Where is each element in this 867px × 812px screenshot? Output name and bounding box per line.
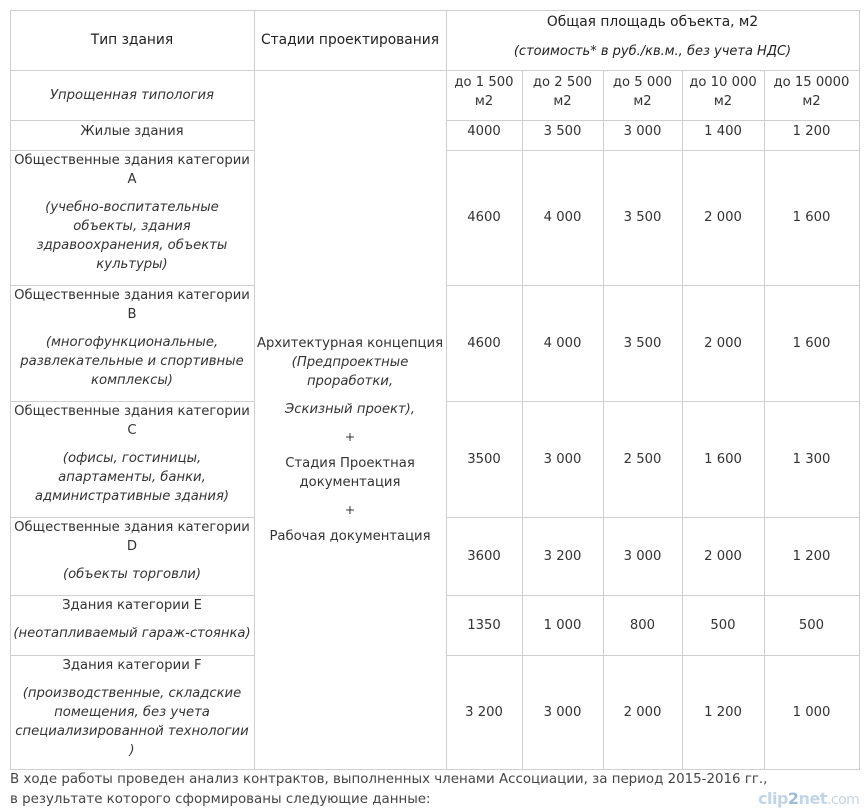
price-cell [764, 120, 859, 150]
price-cell [603, 517, 682, 595]
grid-line [682, 70, 683, 770]
price-value: 1350 [467, 617, 501, 633]
building-type-cell [10, 401, 254, 517]
building-type-description: здравоохранения, объекты [36, 238, 228, 253]
price-cell [446, 285, 522, 401]
price-value: 3 000 [623, 124, 662, 139]
building-type-description: культуры) [96, 257, 168, 272]
area-column-line1: до 10 000 [689, 75, 757, 90]
grid-line [522, 70, 523, 770]
building-type-description: (офисы, гостиницы, [62, 451, 202, 466]
design-stages-cell [254, 70, 446, 769]
price-cell [603, 150, 682, 285]
price-cell [682, 120, 764, 150]
price-value: 2 000 [623, 704, 662, 720]
price-cell [446, 595, 522, 655]
stage-plus-2: + [344, 501, 356, 517]
stage-working-documentation: Рабочая документация [269, 528, 431, 544]
stage-sketch-project: Эскизный проект), [285, 401, 415, 417]
price-cell [522, 401, 603, 517]
building-type-name: B [127, 307, 137, 322]
price-value: 3500 [467, 451, 501, 467]
building-type-description: (многофункциональные, [45, 335, 219, 350]
price-cell [682, 517, 764, 595]
price-cell [522, 150, 603, 285]
price-cell [682, 401, 764, 517]
watermark-part4: .com [826, 792, 860, 808]
grid-line [859, 10, 860, 770]
price-cell [446, 120, 522, 150]
grid-line-gap [255, 401, 446, 402]
area-column-header [603, 70, 682, 120]
building-type-name: A [127, 172, 137, 187]
building-type-cell [10, 655, 254, 769]
building-type-name: Жилые здания [80, 124, 184, 139]
price-cell [446, 655, 522, 769]
price-value: 1 300 [792, 451, 831, 467]
price-value: 3 500 [543, 124, 582, 139]
price-value: 4600 [467, 210, 501, 225]
building-type-cell [10, 150, 254, 285]
building-type-name: Общественные здания категории [14, 404, 250, 419]
price-cell [522, 285, 603, 401]
header-building-type-label: Тип здания [90, 31, 174, 48]
building-type-description: (учебно-воспитательные [45, 200, 219, 215]
grid-line-gap [255, 285, 446, 286]
watermark-part3: net [798, 789, 827, 808]
building-type-description: (неотапливаемый гараж-стоянка) [13, 626, 251, 641]
grid-line-gap [255, 595, 446, 596]
price-value: 4000 [467, 124, 501, 139]
grid-line [254, 10, 255, 770]
price-cell [764, 285, 859, 401]
building-type-description: комплексы) [91, 373, 173, 388]
watermark-part2: 2 [787, 789, 799, 808]
price-cell [764, 401, 859, 517]
price-value: 3 500 [623, 335, 662, 351]
price-value: 2 500 [623, 451, 662, 467]
price-cell [603, 595, 682, 655]
price-value: 3 200 [465, 704, 503, 720]
price-value: 1 400 [704, 124, 742, 139]
building-type-cell [10, 285, 254, 401]
building-type-description: (производственные, складские [22, 686, 242, 701]
price-cell [682, 150, 764, 285]
price-cell [522, 120, 603, 150]
price-cell [446, 517, 522, 595]
building-type-description: апартаменты, банки, [58, 470, 206, 485]
price-cell [522, 517, 603, 595]
price-cell [603, 120, 682, 150]
grid-line-gap [255, 517, 446, 518]
price-value: 3 000 [543, 704, 582, 720]
price-cell [764, 150, 859, 285]
header-building-type [10, 10, 254, 70]
header-design-stages [254, 10, 446, 70]
building-type-description: специализированной технологии [15, 724, 249, 739]
price-value: 1 000 [792, 704, 831, 720]
area-column-header [682, 70, 764, 120]
price-cell [682, 285, 764, 401]
grid-line [764, 70, 765, 770]
building-type-description: (объекты торговли) [62, 567, 202, 582]
grid-line-gap [255, 150, 446, 151]
grid-line [10, 10, 860, 11]
area-column-header [764, 70, 859, 120]
price-value: 1 600 [704, 451, 742, 467]
building-type-cell [10, 120, 254, 150]
header-cost-note: (стоимость* в руб./кв.м., без учета НДС) [513, 44, 792, 59]
price-value: 2 000 [704, 335, 742, 351]
price-value: 2 000 [704, 210, 742, 225]
price-value: 4 000 [543, 210, 582, 225]
price-value: 1 000 [543, 617, 582, 633]
building-type-name: C [127, 423, 137, 438]
price-value: 800 [629, 617, 656, 633]
building-type-cell [10, 517, 254, 595]
header-total-area [446, 10, 859, 70]
price-value: 2 000 [704, 548, 742, 564]
price-value: 3600 [467, 548, 501, 564]
stage-architectural-concept: Архитектурная концепция [256, 335, 444, 351]
price-value: 3 200 [543, 548, 582, 564]
price-value: 1 600 [792, 210, 831, 225]
grid-line [603, 70, 604, 770]
grid-line [446, 10, 447, 770]
price-cell [682, 595, 764, 655]
building-type-description: развлекательные и спортивные [20, 354, 244, 369]
price-cell [522, 595, 603, 655]
building-type-name: Здания категории F [62, 658, 202, 673]
watermark-logo [758, 789, 859, 808]
typology-label-text: Упрощенная типология [50, 87, 214, 103]
building-type-description: административные здания) [34, 489, 230, 504]
area-column-line1: до 15 0000 м2 [773, 75, 850, 109]
stage-project-documentation-2: документация [299, 474, 401, 490]
price-value: 4 000 [543, 335, 582, 351]
stage-preproject-note-2: проработки, [306, 373, 394, 389]
price-value: 1 200 [792, 124, 831, 139]
price-cell [603, 285, 682, 401]
header-total-area-label: Общая площадь объекта, м2 [546, 14, 759, 30]
price-cell [603, 401, 682, 517]
price-cell [603, 655, 682, 769]
area-column-line1: до 2 500 м2 [532, 75, 593, 109]
price-value: 4600 [467, 335, 501, 351]
price-value: 3 000 [623, 548, 662, 564]
building-type-description: объекты, здания [73, 219, 191, 234]
header-design-stages-label: Стадии проектирования [260, 31, 440, 48]
price-value: 500 [798, 617, 825, 633]
stage-plus-1: + [344, 428, 356, 444]
building-type-name: Общественные здания категории [14, 288, 250, 303]
area-column-line1: до 1 500 [454, 75, 514, 90]
price-cell [764, 595, 859, 655]
footer-note: В ходе работы проведен анализ контрактов, выполненных членами Ассоциации, за период 2015-2016 гг., в результате которого сформированы следующие данные: [10, 772, 768, 807]
price-cell [764, 655, 859, 769]
watermark-part1: clip [758, 789, 788, 808]
grid-line [10, 70, 860, 71]
price-cell [446, 150, 522, 285]
area-column-header [446, 70, 522, 120]
building-type-name: D [126, 539, 138, 554]
price-value: 1 200 [704, 704, 742, 720]
area-column-line2: м2 [474, 94, 494, 109]
building-type-name: Общественные здания категории [14, 520, 250, 535]
area-column-line2: м2 [713, 94, 733, 109]
grid-line-gap [255, 655, 446, 656]
price-value: 3 000 [543, 451, 582, 467]
price-cell [446, 401, 522, 517]
typology-label [10, 70, 254, 120]
area-column-line2: м2 [633, 94, 652, 109]
grid-line [10, 10, 11, 770]
area-column-header [522, 70, 603, 120]
price-value: 1 600 [792, 335, 831, 351]
price-cell [764, 517, 859, 595]
building-type-name: Здания категории E [62, 598, 202, 613]
building-type-cell [10, 595, 254, 655]
price-value: 3 500 [623, 210, 662, 225]
price-value: 1 200 [792, 548, 831, 564]
price-cell [522, 655, 603, 769]
building-type-description: помещения, без учета [54, 705, 210, 720]
price-value: 500 [710, 617, 736, 633]
stage-project-documentation: Стадия Проектная [285, 455, 415, 471]
price-cell [682, 655, 764, 769]
grid-line-gap [255, 120, 446, 121]
building-type-description: ) [129, 743, 135, 758]
area-column-line1: до 5 000 [612, 75, 673, 90]
stage-preproject-note: (Предпроектные [291, 354, 409, 370]
building-type-name: Общественные здания категории [14, 153, 250, 168]
